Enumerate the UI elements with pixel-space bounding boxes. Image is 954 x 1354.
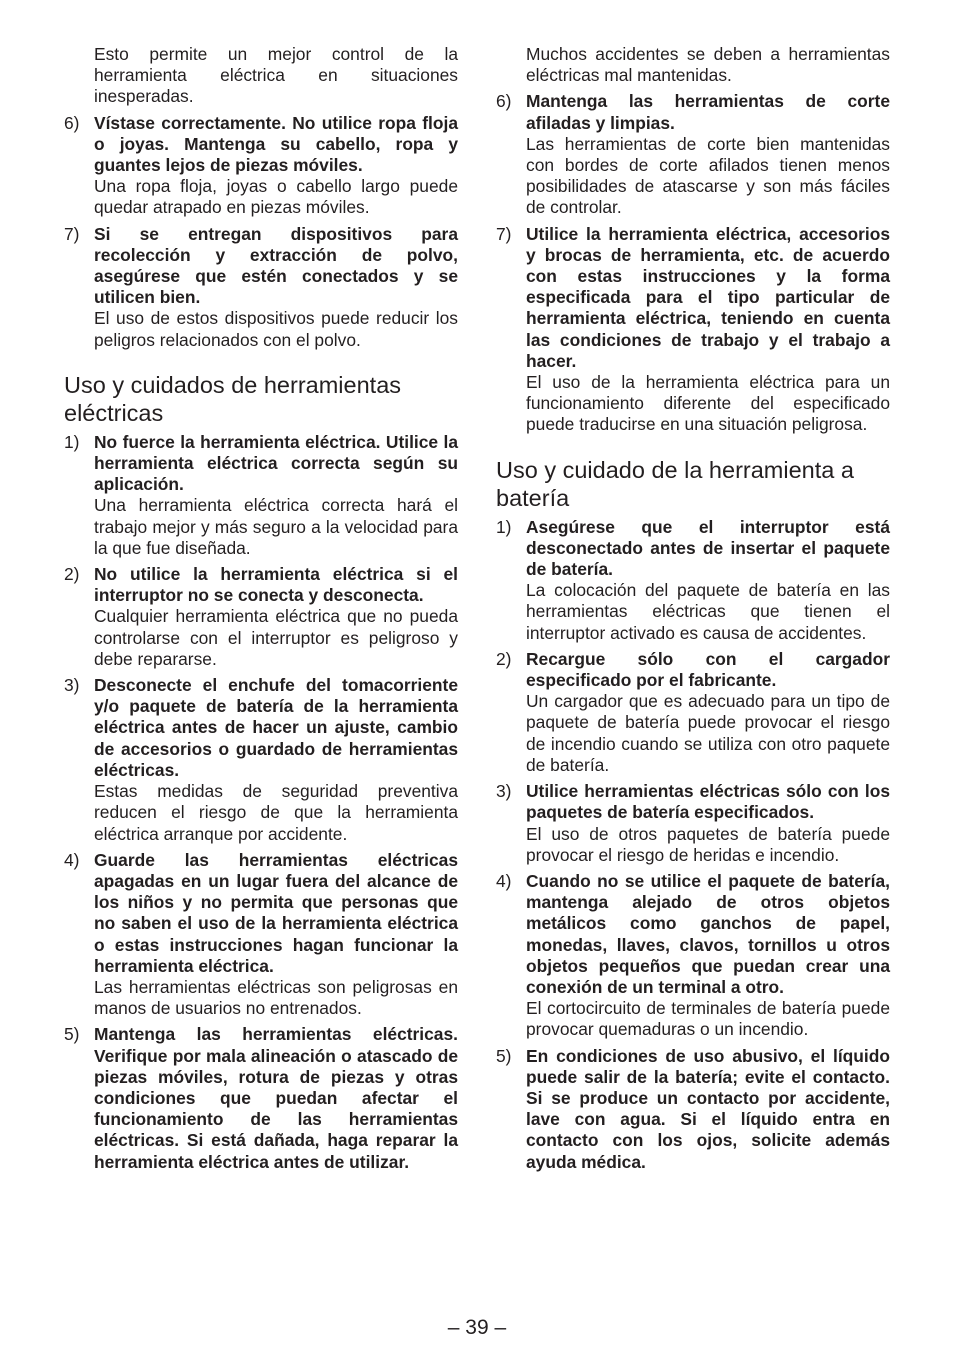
item-instruction: Si se entregan dispositivos para recolección y extracción de polvo, asegúrese que estén conectados y se utilicen bien. xyxy=(94,223,458,308)
item-instruction: Guarde las herramientas eléctricas apagadas en un lugar fuera del alcance de los niños y no permita que personas que no saben el uso de la herramienta eléctrica o estas instrucciones hagan funcionar la herramienta eléctrica. xyxy=(94,849,458,976)
item-explanation: Cualquier herramienta eléctrica que no pueda controlarse con el interruptor es peligroso y debe repararse. xyxy=(94,606,458,669)
list-item xyxy=(496,649,890,776)
list-item xyxy=(64,675,458,845)
list-item xyxy=(64,564,458,670)
item-explanation: El cortocircuito de terminales de batería puede provocar quemaduras o un incendio. xyxy=(526,998,890,1040)
item-instruction: Utilice herramientas eléctricas sólo con los paquetes de batería especificados. xyxy=(526,781,890,823)
section-heading: Uso y cuidado de la herramienta a batería xyxy=(496,456,854,511)
left-column xyxy=(64,44,458,1173)
item-instruction: Desconecte el enchufe del tomacorriente y/o paquete de batería de la herramienta eléctrica antes de hacer un ajuste, cambio de accesorios o guardado de herramientas eléctricas. xyxy=(94,675,458,780)
item-explanation: Las herramientas de corte bien mantenidas con bordes de corte afilados tienen menos posibilidades de atascarse y son más fáciles de controlar. xyxy=(526,133,890,218)
item-instruction: Asegúrese que el interruptor está desconectado antes de insertar el paquete de batería. xyxy=(526,516,890,580)
item-explanation: El uso de estos dispositivos puede reducir los peligros relacionados con el polvo. xyxy=(94,308,458,350)
item-number: 3) xyxy=(496,781,512,802)
list-item xyxy=(496,517,890,644)
item-explanation: El uso de otros paquetes de batería puede provocar el riesgo de heridas e incendio. xyxy=(526,823,890,865)
list-item xyxy=(64,113,458,219)
item-number: 1) xyxy=(64,431,80,452)
list-item xyxy=(496,781,890,866)
list-item xyxy=(496,224,890,436)
item-explanation: El uso de la herramienta eléctrica para un funcionamiento diferente del especificado puede traducirse en una situación peligrosa. xyxy=(526,372,890,435)
item-instruction: No fuerce la herramienta eléctrica. Utilice la herramienta eléctrica correcta según su aplicación. xyxy=(94,431,458,495)
item-number: 7) xyxy=(496,223,512,244)
item-explanation: Las herramientas eléctricas son peligrosas en manos de usuarios no entrenados. xyxy=(94,976,458,1019)
item-explanation: Un cargador que es adecuado para un tipo de paquete de batería puede provocar el riesgo de incendio cuando se utiliza con otro paquete de batería. xyxy=(526,691,890,775)
item-number: 3) xyxy=(64,675,80,696)
intro-paragraph: Esto permite un mejor control de la herramienta eléctrica en situaciones inesperadas. xyxy=(94,44,458,107)
list-item xyxy=(496,871,890,1041)
item-instruction: Mantenga las herramientas eléctricas. Verifique por mala alineación o atascado de piezas móviles, rotura de piezas y otras condiciones que puedan afectar el funcionamiento de las herramientas eléctricas. Si está dañada, haga reparar la herramienta eléctrica antes de utilizar. xyxy=(94,1024,458,1172)
item-explanation: Estas medidas de seguridad preventiva reducen el riesgo de que la herramienta eléctrica arranque por accidente. xyxy=(94,781,458,844)
section-heading: Uso y cuidados de herramientas eléctricas xyxy=(64,371,402,426)
item-number: 1) xyxy=(496,516,512,537)
list-item xyxy=(496,1046,890,1173)
item-number: 4) xyxy=(496,870,512,891)
item-instruction: Mantenga las herramientas de corte afiladas y limpias. xyxy=(526,91,890,133)
item-number: 7) xyxy=(64,223,80,244)
item-instruction: No utilice la herramienta eléctrica si el interruptor no se conecta y desconecta. xyxy=(94,564,458,606)
item-instruction: Recargue sólo con el cargador especificado por el fabricante. xyxy=(526,648,890,691)
item-number: 6) xyxy=(496,91,512,112)
item-number: 5) xyxy=(496,1045,512,1066)
item-instruction: Utilice la herramienta eléctrica, accesorios y brocas de herramienta, etc. de acuerdo con estas instrucciones y la forma especificada para el tipo particular de herramienta eléctrica, teniendo en cuenta las condiciones de trabajo y el trabajo a hacer. xyxy=(526,223,890,371)
item-explanation: La colocación del paquete de batería en las herramientas eléctricas que tienen el interruptor activado es causa de accidentes. xyxy=(526,580,890,643)
item-instruction: Vístase correctamente. No utilice ropa floja o joyas. Mantenga su cabello, ropa y guantes lejos de piezas móviles. xyxy=(94,112,458,176)
right-column xyxy=(496,44,890,1173)
intro-paragraph: Muchos accidentes se deben a herramientas eléctricas mal mantenidas. xyxy=(526,44,890,86)
list-item xyxy=(64,1024,458,1172)
item-number: 4) xyxy=(64,849,80,870)
item-instruction: En condiciones de uso abusivo, el líquido puede salir de la batería; evite el contacto. Si se produce un contacto por accidente, lave con agua. Si el líquido entra en contacto con los ojos, solicite además ayuda médica. xyxy=(526,1045,890,1172)
item-number: 2) xyxy=(496,648,512,669)
list-item xyxy=(64,850,458,1020)
item-explanation: Una herramienta eléctrica correcta hará el trabajo mejor y más seguro a la velocidad para la que fue diseñada. xyxy=(94,495,458,558)
item-number: 6) xyxy=(64,112,80,133)
item-number: 5) xyxy=(64,1024,80,1045)
page-number: – 39 – xyxy=(447,1316,507,1339)
item-number: 2) xyxy=(64,564,80,585)
list-item xyxy=(64,432,458,559)
list-item xyxy=(64,224,458,351)
item-explanation: Una ropa floja, joyas o cabello largo puede quedar atrapado en piezas móviles. xyxy=(94,176,458,218)
item-instruction: Cuando no se utilice el paquete de batería, mantenga alejado de otros objetos metálicos como ganchos de papel, monedas, llaves, clavos, tornillos u otros objetos pequeños que puedan crear una conexión de un terminal a otro. xyxy=(526,870,890,997)
list-item xyxy=(496,91,890,218)
